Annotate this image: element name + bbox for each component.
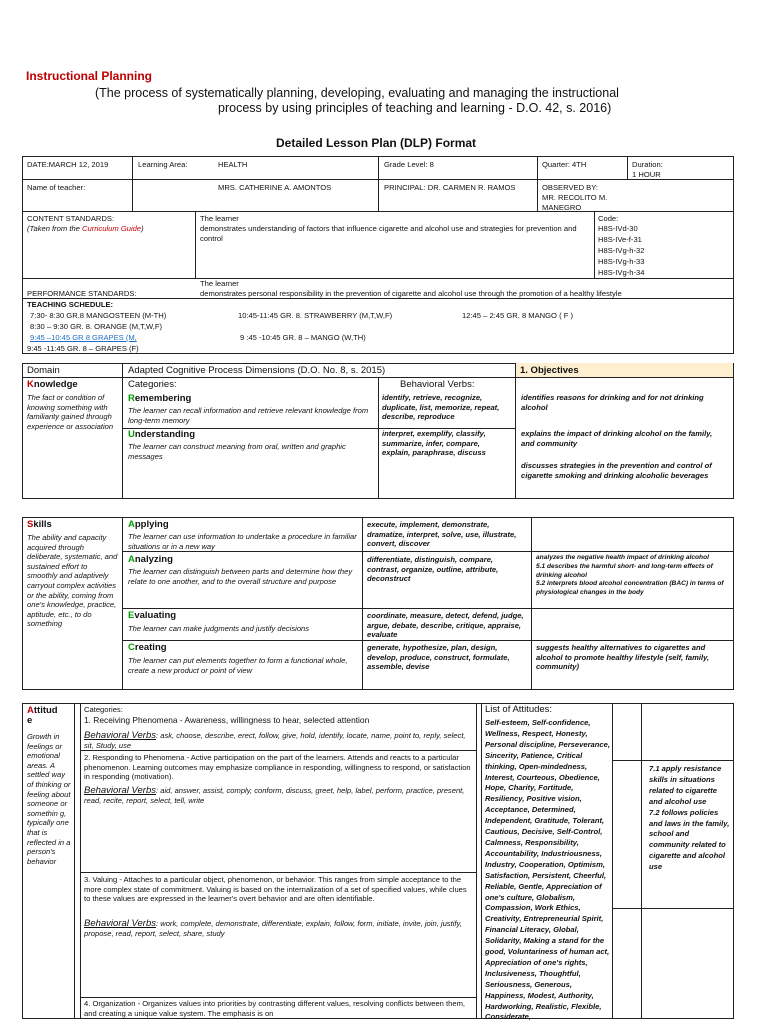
code-2: H8S-IVe-f-31 <box>598 235 642 244</box>
page-subtitle-line2: process by using principles of teaching and learning - D.O. 42, s. 2016) <box>218 101 612 115</box>
learning-area-value: HEALTH <box>218 160 248 169</box>
page-heading: Instructional Planning <box>26 69 153 83</box>
schedule-row3b: 9 :45 -10:45 GR. 8 – MANGO (W,TH) <box>240 333 366 342</box>
skills-title: Skills <box>27 519 52 530</box>
applying-desc: The learner can use information to undertake a procedure in familiar situations or in a new way <box>128 532 357 551</box>
attitude-objective: 7.1 apply resistance skills in situations related to cigarette and alcohol use 7.2 follows policies and laws in the family, school and community related to cigarette and alcohol use <box>649 764 730 872</box>
content-standard-text: demonstrates understanding of factors that influence cigarette and alcohol use and strategies for prevention and control <box>200 224 577 243</box>
analyzing-title: Analyzing <box>128 554 173 565</box>
knowledge-objective-1: identifies reasons for drinking and for not drinking alcohol <box>521 393 704 412</box>
observed-label: OBSERVED BY: <box>542 183 598 192</box>
attitude-verbs-3: Behavioral Verbs: work, complete, demonstrate, differentiate, explain, follow, form, initiate, invite, join, justify, propose, read, report, select, share, study <box>84 918 462 938</box>
analyzing-objective: analyzes the negative health impact of drinking alcohol 5.1 describes the harmful short- and long-term effects of drinking alcohol 5.2 interprets blood alcohol concentration (BAC) in terms of physiological changes in the body <box>536 554 724 597</box>
curriculum-guide-note: (Taken from the Curriculum Guide) <box>27 224 144 233</box>
attitude-verbs-1: Behavioral Verbs: ask, choose, describe, erect, follow, give, hold, identify, locate, name, point to, reply, select, sit, Study, use <box>84 730 466 750</box>
remembering-verbs: identify, retrieve, recognize, duplicate, list, memorize, repeat, describe, reproduce <box>382 393 500 422</box>
knowledge-objective-2: explains the impact of drinking alcohol on the family, and community <box>521 429 713 448</box>
code-5: H8S-IVg-h-34 <box>598 268 645 277</box>
teacher-name: MRS. CATHERINE A. AMONTOS <box>218 183 332 192</box>
remembering-title: Remembering <box>128 393 192 404</box>
content-standards-label: CONTENT STANDARDS: <box>27 214 115 223</box>
creating-objective: suggests healthy alternatives to cigarettes and alcohol to promote healthy lifestyle (self, family, community) <box>536 643 710 672</box>
understanding-verbs: interpret, exemplify, classify, summarize, infer, compare, explain, paraphrase, discuss <box>382 429 486 458</box>
attitude-desc: Growth in feelings or emotional areas. A settled way of thinking or feeling about someone or somethin g, typically one that is reflected in a person's behavior <box>27 732 71 866</box>
evaluating-verbs: coordinate, measure, detect, defend, judge, argue, debate, describe, critique, appraise, evaluate <box>367 611 524 640</box>
code-4: H8S-IVg-h-33 <box>598 257 645 266</box>
domain-header: Domain <box>27 365 60 376</box>
principal-field: PRINCIPAL: DR. CARMEN R. RAMOS <box>384 183 516 192</box>
code-3: H8S-IVg-h-32 <box>598 246 645 255</box>
schedule-row1c: 12:45 – 2:45 GR. 8 MANGO ( F ) <box>462 311 573 320</box>
analyzing-verbs: differentiate, distinguish, compare, contrast, organize, outline, attribute, deconstruct <box>367 555 499 584</box>
attitude-verbs-2: Behavioral Verbs: aid, answer, assist, comply, conform, discuss, greet, help, label, perform, practice, present, read, recite, report, select, tell, write <box>84 785 465 805</box>
schedule-row3a[interactable]: 9:45 –10:45 GR 8 GRAPES (M, <box>30 333 137 342</box>
date-field: DATE:MARCH 12, 2019 <box>27 160 109 169</box>
grade-level-field: Grade Level: 8 <box>384 160 434 169</box>
curriculum-guide-link[interactable]: Curriculum Guide <box>82 224 142 233</box>
performance-label: PERFORMANCE STANDARDS: <box>27 289 137 298</box>
applying-title: Applying <box>128 519 169 530</box>
adapted-header: Adapted Cognitive Process Dimensions (D.O. No. 8, s. 2015) <box>128 365 386 376</box>
schedule-row1a: 7:30- 8:30 GR.8 MANGOSTEEN (M-TH) <box>30 311 167 320</box>
objectives-header: 1. Objectives <box>520 365 579 376</box>
analyzing-desc: The learner can distinguish between parts and determine how they relate to one another, and to the overall structure and purpose <box>128 567 353 586</box>
duration-value: 1 HOUR <box>632 170 661 179</box>
knowledge-categories-label: Categories: <box>128 379 177 390</box>
knowledge-title: Knowledge <box>27 379 78 390</box>
learning-area-label: Learning Area: <box>138 160 188 169</box>
understanding-title: Understanding <box>128 429 196 440</box>
teacher-label: Name of teacher: <box>27 183 86 192</box>
attitudes-list-label: List of Attitudes: <box>485 704 553 715</box>
attitude-category-1: 1. Receiving Phenomena - Awareness, willingness to hear, selected attention <box>84 715 370 725</box>
knowledge-objective-3: discusses strategies in the prevention and control of cigarette smoking and drinking alcoholic beverages <box>521 461 712 480</box>
knowledge-desc: The fact or condition of knowing something with familiarity gained through experience or association <box>27 393 114 431</box>
evaluating-desc: The learner can make judgments and justify decisions <box>128 624 310 633</box>
schedule-label: TEACHING SCHEDULE: <box>27 300 114 309</box>
performance-text: demonstrates personal responsibility in the prevention of cigarette and alcohol use through the promotion of a healthy lifestyle <box>200 289 622 298</box>
schedule-row4: 9:45 -11:45 GR. 8 – GRAPES (F) <box>27 344 139 353</box>
understanding-desc: The learner can construct meaning from oral, written and graphic messages <box>128 442 346 461</box>
creating-verbs: generate, hypothesize, plan, design, develop, produce, construct, formulate, assemble, devise <box>367 643 510 672</box>
evaluating-title: Evaluating <box>128 610 177 621</box>
attitude-category-3: 3. Valuing - Attaches to a particular object, phenomenon, or behavior. This ranges from simple acceptance to the more complex state of commitment. Valuing is based on the internalization of a set of specified values, while clues to these values are expressed in the learner's overt behavior and are often identifiable. <box>84 875 467 904</box>
page-subtitle-line1: (The process of systematically planning, developing, evaluating and managing the instructional <box>95 86 619 100</box>
code-1: H8S-IVd-30 <box>598 224 638 233</box>
schedule-row1b: 10:45-11:45 GR. 8. STRAWBERRY (M,T,W,F) <box>238 311 393 320</box>
attitude-categories-label: Categories: <box>84 705 123 714</box>
duration-label: Duration: <box>632 160 663 169</box>
attitude-title: Attitud e <box>27 705 58 726</box>
skills-desc: The ability and capacity acquired through deliberate, systematic, and sustained effort to smoothly and adaptively carryout complex activities or the ability, coming from one's knowledge, practice, aptitude, etc., to do something <box>27 533 118 629</box>
creating-title: Creating <box>128 642 167 653</box>
content-learner: The learner <box>200 214 239 223</box>
applying-verbs: execute, implement, demonstrate, dramatize, interpret, solve, use, illustrate, convert, discover <box>367 520 517 549</box>
dlp-format-title: Detailed Lesson Plan (DLP) Format <box>276 136 477 150</box>
performance-learner: The learner <box>200 279 239 288</box>
knowledge-behavioral-label: Behavioral Verbs: <box>400 379 475 390</box>
quarter-field: Quarter: 4TH <box>542 160 587 169</box>
attitude-category-2: 2. Responding to Phenomena - Active participation on the part of the learners. Attends and reacts to a particular phenomenon. Learning outcomes may emphasize compliance in responding, willingness to respond, or satisfaction in responding (motivation). <box>84 753 471 782</box>
observer-line1: MR. RECOLITO M. <box>542 193 608 202</box>
code-label: Code: <box>598 214 619 223</box>
observer-line2: MANEGRO <box>542 203 582 212</box>
schedule-row2: 8:30 – 9:30 GR. 8. ORANGE (M,T,W,F) <box>30 322 163 331</box>
remembering-desc: The learner can recall information and retrieve relevant knowledge from long-term memory <box>128 406 369 425</box>
attitude-category-4: 4. Organization - Organizes values into priorities by contrasting different values, resolving conflicts between them, and creating a unique value system. The emphasis is on <box>84 999 466 1018</box>
attitudes-list: Self-esteem, Self-confidence, Wellness, Respect, Honesty, Personal discipline, Perseverance, Sincerity, Patience, Critical thinking, Open-mindedness, Interest, Courteous, Obedience, Hope, Charity, Fortitude, Resiliency, Positive vision, Acceptance, Determined, Independent, Gratitude, Tolerant, Cautious, Decisive, Self-Control, Calmness, Responsibility, Accountability, Industriousness, Industry, Cooperation, Optimism, Satisfaction, Persistent, Cheerful, Reliable, Gentle, Appreciation of one's culture, Globalism, Compassion, Work Ethics, Creativity, Entrepreneurial Spirit, Financial Literacy, Global, Solidarity, Making a stand for the good, Voluntariness of human act, Appreciation of one's rights, Inclusiveness, Thoughtful, Seriousness, Generous, Happiness, Modest, Authority, Hardworking, Realistic, Flexible, Considerate, <box>485 718 610 1022</box>
creating-desc: The learner can put elements together to form a functional whole, create a new product or point of view <box>128 656 348 675</box>
